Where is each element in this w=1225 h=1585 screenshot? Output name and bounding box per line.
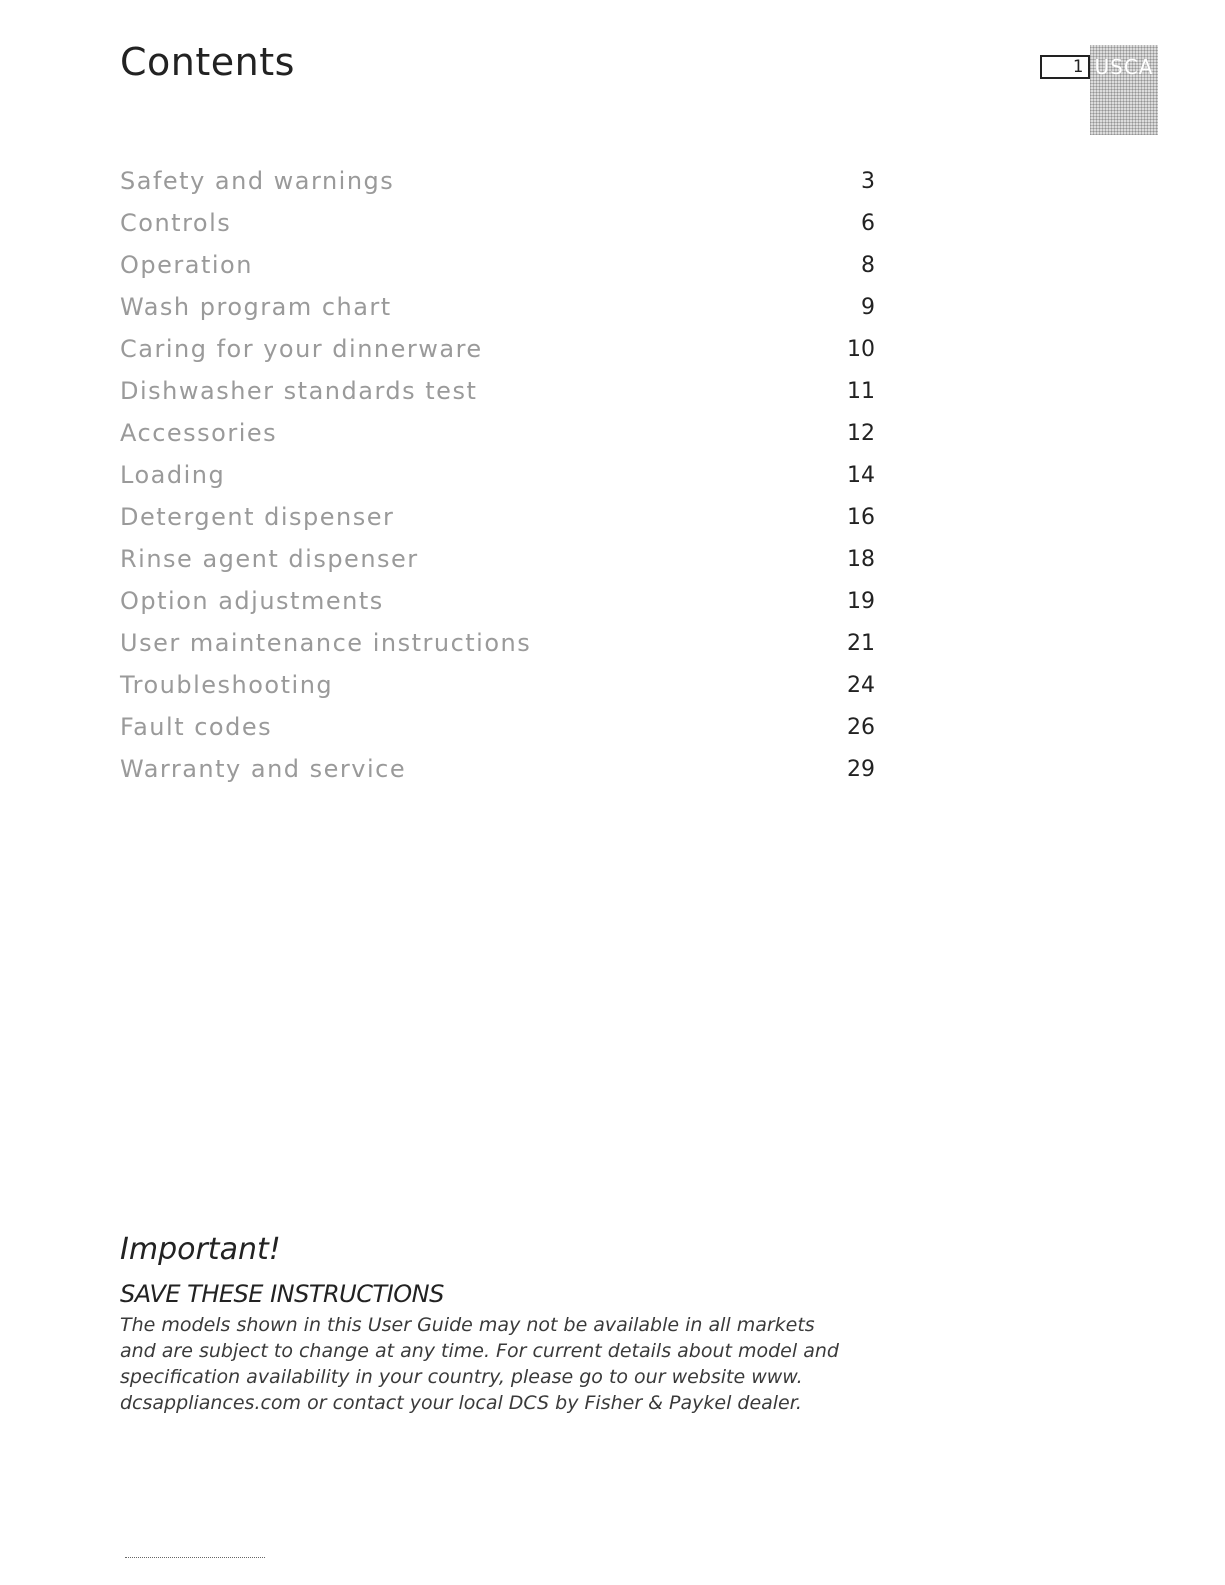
toc-entry[interactable]: [120, 412, 875, 454]
toc-entry-title: Fault codes: [120, 713, 273, 741]
toc-entry-title: Caring for your dinnerware: [120, 335, 483, 363]
toc-entry-title: Detergent dispenser: [120, 503, 395, 531]
toc-entry-page: 14: [847, 462, 875, 488]
toc-entry[interactable]: [120, 202, 875, 244]
toc-entry[interactable]: [120, 454, 875, 496]
toc-entry-page: 8: [861, 252, 875, 278]
save-instructions-heading: SAVE THESE INSTRUCTIONS: [120, 1280, 444, 1308]
toc-entry-title: Warranty and service: [120, 755, 407, 783]
toc-entry-page: 29: [847, 756, 875, 782]
toc-entry-title: Controls: [120, 209, 232, 237]
toc-entry-page: 26: [847, 714, 875, 740]
region-tab-label: USCA: [1094, 55, 1154, 79]
availability-notice: The models shown in this User Guide may not be available in all markets and are subject to change at any time. For current details about model and specification availability in your country, please go to our website www. dcsappliances.com or contact your local DCS by Fisher & Paykel dealer.: [120, 1314, 839, 1414]
toc-entry[interactable]: [120, 748, 875, 790]
toc-entry-title: Safety and warnings: [120, 167, 395, 195]
page-tab: [1040, 45, 1158, 135]
toc-entry-page: 3: [861, 168, 875, 194]
page-title: Contents: [120, 40, 295, 84]
toc-entry[interactable]: [120, 496, 875, 538]
toc-entry[interactable]: [120, 706, 875, 748]
toc-entry[interactable]: [120, 622, 875, 664]
toc-entry-page: 16: [847, 504, 875, 530]
region-tab: [1090, 45, 1158, 135]
toc-entry-page: 12: [847, 420, 875, 446]
toc-entry-title: Accessories: [120, 419, 278, 447]
toc-entry[interactable]: [120, 538, 875, 580]
toc-entry[interactable]: [120, 244, 875, 286]
toc-entry-title: Operation: [120, 251, 253, 279]
toc-entry-title: Wash program chart: [120, 293, 392, 321]
toc-entry-title: Dishwasher standards test: [120, 377, 478, 405]
toc-entry-page: 11: [847, 378, 875, 404]
footer-divider: [125, 1557, 265, 1558]
toc-entry[interactable]: [120, 370, 875, 412]
toc-entry[interactable]: [120, 664, 875, 706]
toc-entry-page: 9: [861, 294, 875, 320]
toc-entry-page: 24: [847, 672, 875, 698]
toc-entry[interactable]: [120, 286, 875, 328]
toc-entry-title: Troubleshooting: [120, 671, 334, 699]
toc-entry-page: 18: [847, 546, 875, 572]
toc-entry-title: User maintenance instructions: [120, 629, 532, 657]
page-number: 1: [1040, 55, 1090, 79]
toc-entry[interactable]: [120, 160, 875, 202]
toc-entry-page: 10: [847, 336, 875, 362]
table-of-contents: [120, 160, 875, 790]
toc-entry-page: 19: [847, 588, 875, 614]
toc-entry-title: Rinse agent dispenser: [120, 545, 419, 573]
toc-entry[interactable]: [120, 580, 875, 622]
toc-entry-title: Option adjustments: [120, 587, 384, 615]
important-heading: Important!: [120, 1232, 281, 1267]
toc-entry-page: 21: [847, 630, 875, 656]
toc-entry-title: Loading: [120, 461, 226, 489]
toc-entry-page: 6: [861, 210, 875, 236]
toc-entry[interactable]: [120, 328, 875, 370]
